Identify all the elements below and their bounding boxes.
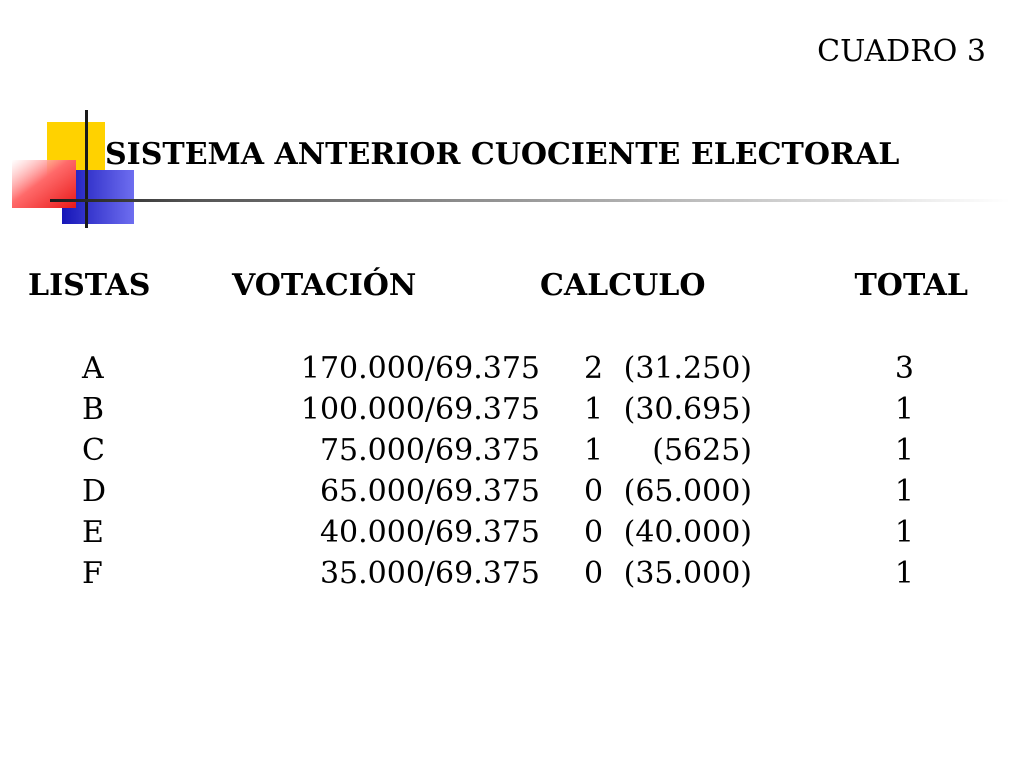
row-calculo-number: 2 <box>584 351 604 386</box>
row-votacion: 40.000/69.375 <box>319 515 540 550</box>
row-votacion: 65.000/69.375 <box>319 474 540 509</box>
slide-label: CUADRO 3 <box>817 34 986 69</box>
row-lista: F <box>82 556 103 591</box>
table-row <box>0 554 1024 594</box>
row-lista: A <box>82 351 104 386</box>
row-total: 1 <box>894 392 914 427</box>
row-total: 1 <box>894 433 914 468</box>
row-calculo-remainder: (5625) <box>652 433 752 468</box>
row-votacion: 35.000/69.375 <box>319 556 540 591</box>
row-total: 1 <box>894 474 914 509</box>
row-votacion: 170.000/69.375 <box>300 351 540 386</box>
header-total: TOTAL <box>854 268 968 303</box>
table-row <box>0 390 1024 430</box>
row-calculo-remainder: (31.250) <box>623 351 752 386</box>
row-votacion: 100.000/69.375 <box>300 392 540 427</box>
row-calculo-number: 0 <box>584 474 604 509</box>
row-calculo-number: 1 <box>584 433 604 468</box>
row-calculo-remainder: (30.695) <box>623 392 752 427</box>
horizontal-line <box>50 199 1010 202</box>
decorative-squares <box>0 0 1024 240</box>
slide-title: SISTEMA ANTERIOR CUOCIENTE ELECTORAL <box>105 137 900 172</box>
table-row <box>0 349 1024 389</box>
row-calculo-remainder: (65.000) <box>623 474 752 509</box>
row-total: 1 <box>894 515 914 550</box>
row-total: 1 <box>894 556 914 591</box>
header-calculo: CALCULO <box>540 268 706 303</box>
row-total: 3 <box>894 351 914 386</box>
row-calculo-remainder: (35.000) <box>623 556 752 591</box>
vertical-line <box>85 110 88 228</box>
row-calculo-remainder: (40.000) <box>623 515 752 550</box>
row-lista: B <box>82 392 105 427</box>
header-listas: LISTAS <box>28 268 151 303</box>
row-calculo-number: 0 <box>584 515 604 550</box>
row-lista: C <box>82 433 105 468</box>
row-lista: D <box>82 474 107 509</box>
row-votacion: 75.000/69.375 <box>319 433 540 468</box>
row-lista: E <box>82 515 104 550</box>
row-calculo-number: 1 <box>584 392 604 427</box>
table-row <box>0 431 1024 471</box>
table-row <box>0 513 1024 553</box>
table-row <box>0 472 1024 512</box>
header-votacion: VOTACIÓN <box>232 268 417 303</box>
row-calculo-number: 0 <box>584 556 604 591</box>
